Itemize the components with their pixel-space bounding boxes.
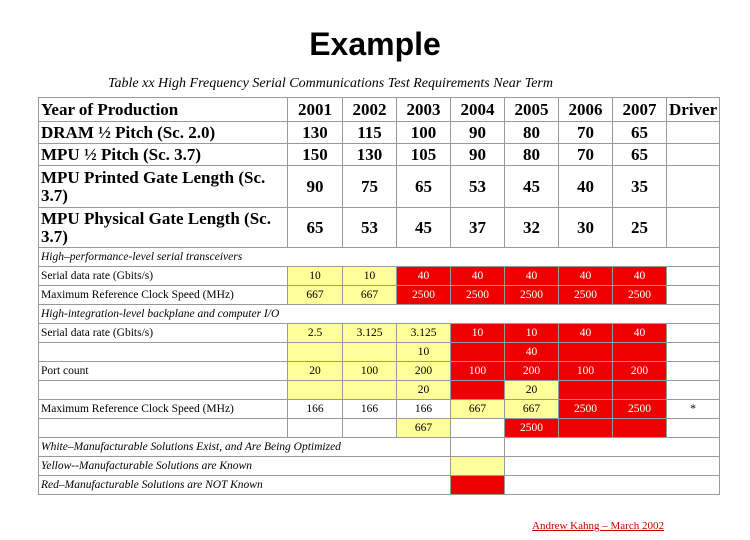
table-cell <box>613 343 667 362</box>
table-cell <box>613 381 667 400</box>
table-cell: 200 <box>505 362 559 381</box>
table-cell: 3.125 <box>343 324 397 343</box>
table-cell: 150 <box>288 144 343 166</box>
table-cell: 200 <box>397 362 451 381</box>
table-cell <box>667 362 720 381</box>
table-cell: 70 <box>559 122 613 144</box>
table-cell: 2500 <box>397 286 451 305</box>
table-cell: 166 <box>397 400 451 419</box>
table-cell: 90 <box>451 144 505 166</box>
legend-red-label: Red–Manufacturable Solutions are NOT Known <box>39 476 451 495</box>
table-row <box>39 144 720 166</box>
row-label: Port count <box>39 362 288 381</box>
table-cell: 80 <box>505 122 559 144</box>
table-cell: 10 <box>451 324 505 343</box>
table-cell <box>559 419 613 438</box>
table-cell <box>667 144 720 166</box>
page-title: Example <box>309 26 441 62</box>
table-cell <box>451 419 505 438</box>
table-cell <box>667 267 720 286</box>
table-cell <box>559 381 613 400</box>
table-row <box>39 122 720 144</box>
legend-row <box>39 476 720 495</box>
legend-row <box>39 438 720 457</box>
table-cell <box>288 419 343 438</box>
row-label: DRAM ½ Pitch (Sc. 2.0) <box>39 122 288 144</box>
table-cell: 30 <box>559 208 613 248</box>
table-row <box>39 419 720 438</box>
table-cell: 2500 <box>559 400 613 419</box>
table-cell: 20 <box>505 381 559 400</box>
table-cell <box>39 381 288 400</box>
year-2006: 2006 <box>559 98 613 122</box>
requirements-table <box>38 97 720 495</box>
row-label: MPU Printed Gate Length (Sc. 3.7) <box>39 166 288 208</box>
table-cell: 10 <box>505 324 559 343</box>
table-cell: 667 <box>397 419 451 438</box>
table-cell: 2500 <box>505 286 559 305</box>
table-row <box>39 381 720 400</box>
year-2005: 2005 <box>505 98 559 122</box>
table-cell: 45 <box>505 166 559 208</box>
legend-yellow-swatch <box>451 457 505 476</box>
table-cell: 65 <box>613 122 667 144</box>
table-cell: 10 <box>397 343 451 362</box>
year-2004: 2004 <box>451 98 505 122</box>
table-cell <box>667 419 720 438</box>
table-cell: 2500 <box>613 286 667 305</box>
table-cell <box>343 381 397 400</box>
row-label: MPU Physical Gate Length (Sc. 3.7) <box>39 208 288 248</box>
table-cell: 37 <box>451 208 505 248</box>
table-cell: 70 <box>559 144 613 166</box>
table-cell: 2500 <box>451 286 505 305</box>
row-label: MPU ½ Pitch (Sc. 3.7) <box>39 144 288 166</box>
table-cell: 90 <box>288 166 343 208</box>
table-cell <box>667 286 720 305</box>
table-cell: 80 <box>505 144 559 166</box>
table-row <box>39 362 720 381</box>
table-row <box>39 98 720 122</box>
table-cell: 40 <box>505 267 559 286</box>
table-cell <box>667 343 720 362</box>
table-cell <box>667 381 720 400</box>
table-cell: 100 <box>397 122 451 144</box>
table-cell <box>39 343 288 362</box>
table-cell: 667 <box>505 400 559 419</box>
table-cell <box>667 122 720 144</box>
year-2007: 2007 <box>613 98 667 122</box>
table-cell <box>559 343 613 362</box>
table-cell: 40 <box>451 267 505 286</box>
table-cell: 25 <box>613 208 667 248</box>
table-cell <box>451 343 505 362</box>
table-cell <box>667 324 720 343</box>
table-cell: 2500 <box>559 286 613 305</box>
table-cell: 40 <box>559 166 613 208</box>
table-row <box>39 208 720 248</box>
footer-author: Andrew Kahng – March 2002 <box>532 520 664 532</box>
table-cell: 40 <box>613 324 667 343</box>
table-cell: 667 <box>343 286 397 305</box>
table-cell: 667 <box>451 400 505 419</box>
table-row <box>39 324 720 343</box>
table-caption: Table xx High Frequency Serial Communications Test Requirements Near Term <box>108 76 553 91</box>
table-cell: 10 <box>288 267 343 286</box>
table-cell: 166 <box>343 400 397 419</box>
section-title: High-integration-level backplane and computer I/O <box>39 305 720 324</box>
legend-row <box>39 457 720 476</box>
table-cell: 20 <box>288 362 343 381</box>
table-cell: 45 <box>397 208 451 248</box>
table-cell <box>288 343 343 362</box>
table-cell: 667 <box>288 286 343 305</box>
table-cell <box>505 457 720 476</box>
legend-white-label: White–Manufacturable Solutions Exist, and Are Being Optimized <box>39 438 451 457</box>
table-cell <box>505 438 720 457</box>
section-title: High–performance-level serial transceivers <box>39 248 720 267</box>
table-cell <box>667 166 720 208</box>
table-cell <box>39 419 288 438</box>
table-cell: 40 <box>559 324 613 343</box>
table-cell: 130 <box>288 122 343 144</box>
table-row <box>39 286 720 305</box>
table-row <box>39 267 720 286</box>
table-row <box>39 248 720 267</box>
table-row <box>39 400 720 419</box>
table-cell: 75 <box>343 166 397 208</box>
table-cell <box>343 343 397 362</box>
table-cell: 40 <box>505 343 559 362</box>
row-label: Serial data rate (Gbits/s) <box>39 267 288 286</box>
year-2003: 2003 <box>397 98 451 122</box>
table-cell: 65 <box>288 208 343 248</box>
table-cell <box>451 381 505 400</box>
table-cell: 166 <box>288 400 343 419</box>
driver-header: Driver <box>667 98 720 122</box>
table-cell: 53 <box>343 208 397 248</box>
table-cell <box>288 381 343 400</box>
table-cell: 2.5 <box>288 324 343 343</box>
table-cell: 105 <box>397 144 451 166</box>
row-label: Maximum Reference Clock Speed (MHz) <box>39 400 288 419</box>
table-cell: 40 <box>559 267 613 286</box>
table-cell: 40 <box>397 267 451 286</box>
table-cell <box>667 208 720 248</box>
table-cell: 130 <box>343 144 397 166</box>
table-cell: 115 <box>343 122 397 144</box>
table-cell <box>613 419 667 438</box>
table-cell: 100 <box>559 362 613 381</box>
table-cell: 100 <box>343 362 397 381</box>
table-cell: 200 <box>613 362 667 381</box>
table-cell: 40 <box>613 267 667 286</box>
table-cell: 90 <box>451 122 505 144</box>
table-cell: 35 <box>613 166 667 208</box>
year-2001: 2001 <box>288 98 343 122</box>
legend-red-swatch <box>451 476 505 495</box>
table-cell: 65 <box>397 166 451 208</box>
table-row <box>39 166 720 208</box>
row-label: Serial data rate (Gbits/s) <box>39 324 288 343</box>
table-cell: 20 <box>397 381 451 400</box>
table-row <box>39 343 720 362</box>
table-cell: 3.125 <box>397 324 451 343</box>
header-label: Year of Production <box>39 98 288 122</box>
legend-yellow-label: Yellow--Manufacturable Solutions are Known <box>39 457 451 476</box>
row-label: Maximum Reference Clock Speed (MHz) <box>39 286 288 305</box>
table-cell: 100 <box>451 362 505 381</box>
table-cell: 10 <box>343 267 397 286</box>
table-cell <box>505 476 720 495</box>
driver-cell: * <box>667 400 720 419</box>
table-cell: 65 <box>613 144 667 166</box>
year-2002: 2002 <box>343 98 397 122</box>
legend-white-swatch <box>451 438 505 457</box>
table-cell <box>343 419 397 438</box>
table-cell: 2500 <box>613 400 667 419</box>
table-cell: 2500 <box>505 419 559 438</box>
table-row <box>39 305 720 324</box>
table-cell: 32 <box>505 208 559 248</box>
table-cell: 53 <box>451 166 505 208</box>
